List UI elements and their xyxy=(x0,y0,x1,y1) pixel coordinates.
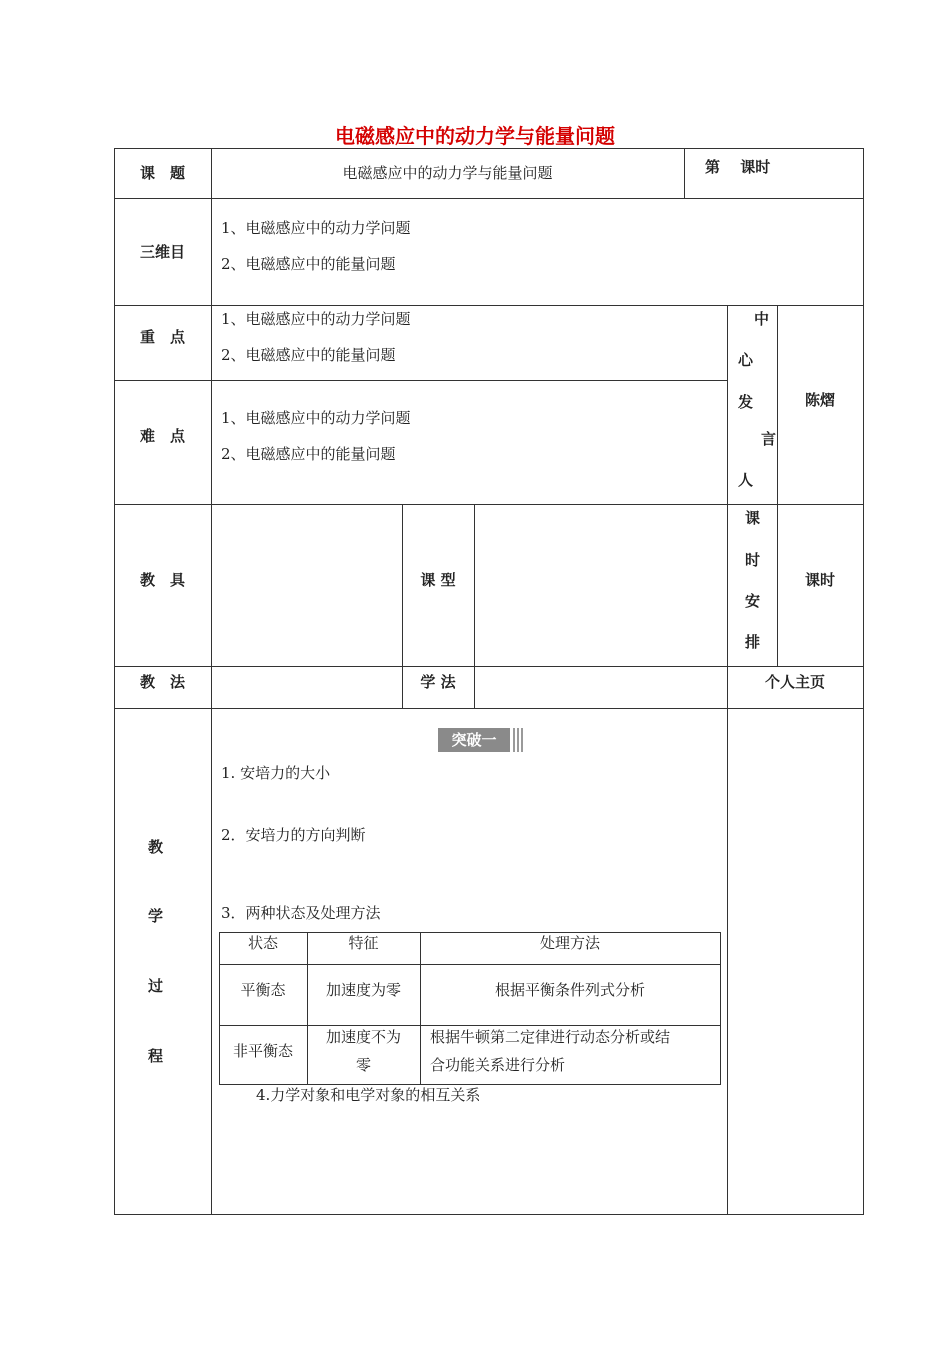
inner-table-border xyxy=(720,932,721,1085)
table-header: 特征 xyxy=(348,934,379,952)
process-label-char: 教 xyxy=(148,838,164,856)
difficulties-label: 难 点 xyxy=(139,427,185,445)
table-cell: 加速度不为 xyxy=(325,1028,401,1046)
schedule-label-char: 排 xyxy=(745,633,761,651)
table-border xyxy=(114,305,864,306)
table-border xyxy=(777,305,778,666)
inner-table-border xyxy=(219,1084,721,1085)
process-label-char: 过 xyxy=(148,977,164,995)
table-border xyxy=(114,380,728,381)
schedule-label-char: 课 xyxy=(745,509,761,527)
table-border xyxy=(114,148,864,149)
badge-decoration xyxy=(513,728,515,752)
table-cell: 根据平衡条件列式分析 xyxy=(494,981,645,999)
table-cell: 根据牛顿第二定律进行动态分析或结 xyxy=(430,1028,671,1046)
period-label: 第 课时 xyxy=(705,158,771,176)
objective-item: 1、电磁感应中的动力学问题 xyxy=(221,219,411,237)
speaker-label-char: 中 xyxy=(754,310,770,328)
subject-value: 电磁感应中的动力学与能量问题 xyxy=(342,164,553,182)
difficulty-item: 1、电磁感应中的动力学问题 xyxy=(221,409,411,427)
inner-table-border xyxy=(420,932,421,1085)
objectives-label: 三维目 xyxy=(139,243,185,261)
homepage-label: 个人主页 xyxy=(764,673,825,691)
table-border xyxy=(684,148,685,198)
course-type-label: 课 型 xyxy=(420,571,456,589)
process-item: 4.力学对象和电学对象的相互关系 xyxy=(256,1086,481,1104)
table-cell: 零 xyxy=(355,1056,371,1074)
table-cell: 平衡态 xyxy=(240,981,286,999)
table-border xyxy=(114,504,864,505)
table-cell: 加速度为零 xyxy=(325,981,401,999)
objective-item: 2、电磁感应中的能量问题 xyxy=(221,255,396,273)
table-border xyxy=(114,1214,864,1215)
badge-decoration xyxy=(521,728,523,752)
speaker-label-char: 心 xyxy=(738,351,754,369)
key-point-item: 2、电磁感应中的能量问题 xyxy=(221,346,396,364)
table-border xyxy=(727,305,728,1215)
table-border xyxy=(211,148,212,1215)
badge-decoration xyxy=(517,728,519,752)
key-point-item: 1、电磁感应中的动力学问题 xyxy=(221,310,411,328)
table-header: 处理方法 xyxy=(539,934,600,952)
subject-label: 课 题 xyxy=(139,164,185,182)
table-border xyxy=(474,504,475,708)
inner-table-border xyxy=(219,932,220,1085)
table-border xyxy=(114,198,864,199)
schedule-label-char: 安 xyxy=(745,592,761,610)
process-item: 1. 安培力的大小 xyxy=(221,764,331,782)
key-points-label: 重 点 xyxy=(139,328,185,346)
inner-table-border xyxy=(219,964,721,965)
tools-label: 教 具 xyxy=(139,571,185,589)
process-item: 2．安培力的方向判断 xyxy=(221,826,366,844)
speaker-label-char: 言 xyxy=(761,430,777,448)
process-item: 3．两种状态及处理方法 xyxy=(221,904,381,922)
table-border xyxy=(114,708,864,709)
schedule-value: 课时 xyxy=(804,571,835,589)
speaker-label-char: 发 xyxy=(738,393,754,411)
learning-method-label: 学 法 xyxy=(420,673,456,691)
inner-table-border xyxy=(219,1025,721,1026)
speaker-label-char: 人 xyxy=(738,471,754,489)
process-label-char: 程 xyxy=(148,1047,164,1065)
schedule-label-char: 时 xyxy=(745,551,761,569)
process-label-char: 学 xyxy=(148,907,164,925)
table-border xyxy=(114,666,864,667)
section-badge: 突破一 xyxy=(438,728,510,752)
table-header: 状态 xyxy=(247,934,278,952)
difficulty-item: 2、电磁感应中的能量问题 xyxy=(221,445,396,463)
inner-table-border xyxy=(219,932,721,933)
table-border xyxy=(863,148,864,1215)
table-cell: 非平衡态 xyxy=(232,1042,293,1060)
teaching-method-label: 教 法 xyxy=(139,673,185,691)
speaker-name: 陈熠 xyxy=(804,391,835,409)
page-title: 电磁感应中的动力学与能量问题 xyxy=(335,124,615,148)
table-cell: 合功能关系进行分析 xyxy=(430,1056,566,1074)
